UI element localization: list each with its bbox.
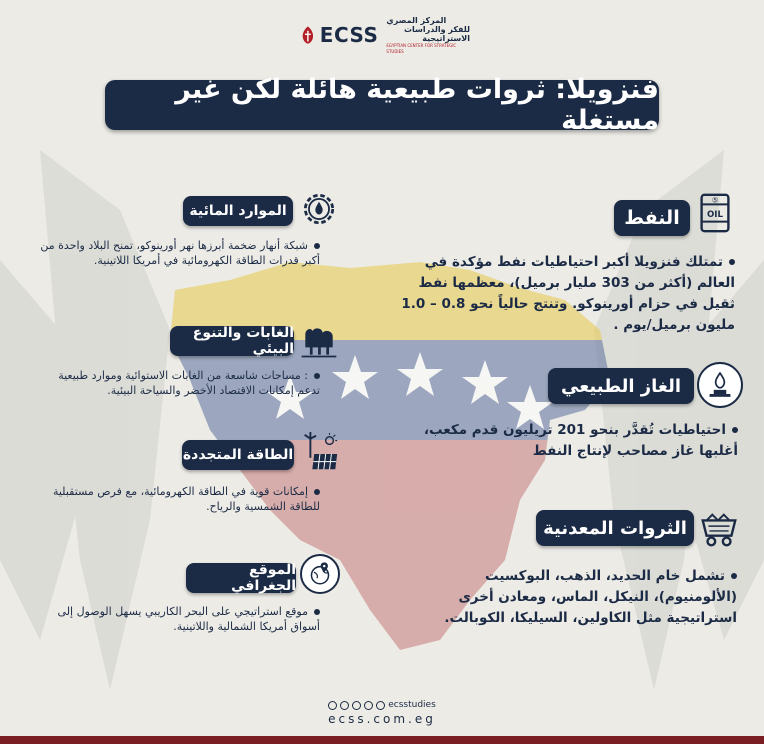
- brand-english-tagline: EGYPTIAN CENTER FOR STRATEGIC STUDIES: [386, 42, 457, 54]
- section-label-natural-gas: الغاز الطبيعي: [548, 368, 694, 404]
- section-label-forests: الغابات والتنوع البيئي: [170, 326, 294, 356]
- section-bullet-location: موقع استراتيجي على البحر الكاريبي يسهل الوصول إلى أسواق أمريكا الشمالية واللاتينية.: [57, 605, 320, 633]
- oil-barrel-icon: [692, 190, 738, 236]
- linkedin-icon[interactable]: [376, 701, 385, 710]
- x-icon[interactable]: [340, 701, 349, 710]
- bullet-dot: [729, 259, 735, 265]
- forest-icon: [296, 318, 342, 364]
- bullet-dot: [314, 489, 320, 495]
- svg-text:⑤: ⑤: [711, 195, 719, 205]
- bottom-bar: [0, 736, 764, 744]
- youtube-icon[interactable]: [352, 701, 361, 710]
- brand-subtitle: [386, 16, 470, 55]
- section-label-minerals: الثروات المعدنية: [536, 510, 694, 546]
- section-label-renewable: الطاقة المتجددة: [182, 440, 294, 470]
- section-bullet-oil: تمتلك فنزويلا أكبر احتياطيات نفط مؤكدة في العالم (أكثر من 303 مليار برميل)، معظمها نفط ثقيل في حزام أورينوكو. وتنتج حالياً نحو 0.8 – 1.0 مليون برميل/يوم .: [401, 254, 735, 333]
- gas-flame-icon: [697, 362, 743, 408]
- svg-text:OIL: OIL: [707, 209, 723, 220]
- section-label-location: الموقع الجغرافي: [186, 563, 296, 593]
- globe-pin-icon: [300, 554, 340, 594]
- section-bullet-renewable: إمكانات قوية في الطاقة الكهرومائية، مع فرص مستقبلية للطاقة الشمسية والرياح.: [52, 485, 320, 513]
- brand-arabic-tagline: للفكر والدراسات الاستراتيجية: [403, 24, 470, 43]
- footer: [0, 700, 764, 726]
- brand-arabic-name: المركز المصري: [386, 15, 447, 25]
- bullet-dot: [314, 373, 320, 379]
- section-bullet-water: شبكة أنهار ضخمة أبرزها نهر أورينوكو، تمنح البلاد واحدة من أكبر قدرات الطاقة الكهرومائية في أمريكا اللاتينية.: [40, 239, 320, 267]
- instagram-icon[interactable]: [364, 701, 373, 710]
- bullet-dot: [314, 609, 320, 615]
- mining-cart-icon: [696, 506, 742, 552]
- bullet-dot: [732, 427, 738, 433]
- section-label-water: الموارد المائية: [183, 196, 293, 226]
- bullet-dot: [314, 243, 320, 249]
- website-link[interactable]: ecss.com.eg: [328, 712, 436, 726]
- solar-wind-icon: [296, 430, 342, 476]
- water-gear-icon: [296, 186, 342, 232]
- page-title: فنزويلا: ثروات طبيعية هائلة لكن غير مستغلة: [105, 80, 659, 130]
- section-bullet-natural-gas: احتياطيات تُقدَّر بنحو 201 تريليون قدم مكعب، أغلبها غاز مصاحب لإنتاج النفط: [423, 422, 738, 459]
- social-handle[interactable]: ecsstudies: [388, 700, 436, 710]
- section-label-oil: النفط: [614, 200, 690, 236]
- section-bullet-forests: : مساحات شاسعة من الغابات الاستوائية وموارد طبيعية تدعم إمكانات الاقتصاد الأخضر والسياحة البيئية.: [58, 369, 320, 397]
- brand-name: ECSS: [319, 23, 379, 47]
- brand-logo: [300, 15, 470, 54]
- ecss-emblem-icon: [300, 22, 316, 48]
- facebook-icon[interactable]: [328, 701, 337, 710]
- bullet-dot: [731, 573, 737, 579]
- social-links: [0, 700, 764, 710]
- section-bullet-minerals: تشمل خام الحديد، الذهب، البوكسيت (الألومنيوم)، النيكل، الماس، ومعادن أخرى استراتيجية مثل الكاولين، السيليكا، الكوبالت.: [444, 568, 737, 626]
